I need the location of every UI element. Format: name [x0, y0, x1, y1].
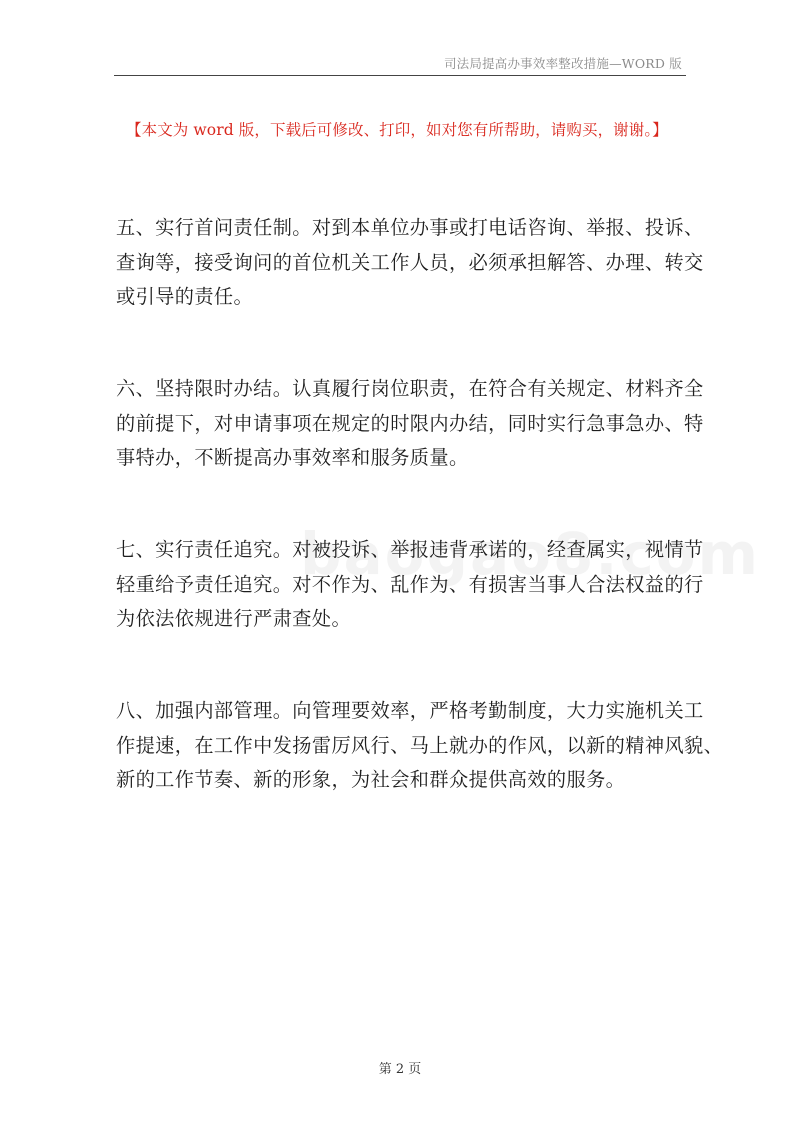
paragraph-line: 的前提下，对申请事项在规定的时限内办结，同时实行急事急办、特 — [116, 411, 704, 435]
paragraph-line: 作提速，在工作中发扬雷厉风行、马上就办的作风，以新的精神风貌、 — [116, 733, 724, 757]
paragraph-accountability — [116, 533, 704, 637]
paragraph-line: 或引导的责任。 — [116, 285, 254, 308]
paragraph-internal-management — [116, 694, 724, 798]
running-header-title: 司法局提高办事效率整改措施—WORD 版 — [443, 56, 682, 71]
paragraph-time-limited-completion — [116, 372, 704, 476]
download-notice: 【本文为 word 版，下载后可修改、打印，如对您有所帮助，请购买，谢谢。】 — [126, 121, 668, 139]
paragraph-line: 事特办，不断提高办事效率和服务质量。 — [116, 446, 469, 469]
paragraph-line: 查询等，接受询问的首位机关工作人员，必须承担解答、办理、转交 — [116, 250, 704, 274]
paragraph-line: 六、坚持限时办结。认真履行岗位职责，在符合有关规定、材料齐全 — [116, 377, 704, 400]
page-number: 第 2 页 — [378, 1062, 422, 1077]
paragraph-line: 五、实行首问责任制。对到本单位办事或打电话咨询、举报、投诉、 — [116, 216, 704, 239]
paragraph-line: 轻重给予责任追究。对不作为、乱作为、有损害当事人合法权益的行 — [116, 572, 704, 596]
paragraph-line: 新的工作节奏、新的形象，为社会和群众提供高效的服务。 — [116, 768, 626, 791]
paragraph-first-inquiry-responsibility — [116, 211, 704, 315]
paragraph-line: 八、加强内部管理。向管理要效率，严格考勤制度，大力实施机关工 — [116, 699, 704, 722]
paragraph-line: 为依法依规进行严肃查处。 — [116, 607, 352, 630]
header-divider — [114, 75, 686, 76]
paragraph-line: 七、实行责任追究。对被投诉、举报违背承诺的，经查属实，视情节 — [116, 538, 704, 561]
